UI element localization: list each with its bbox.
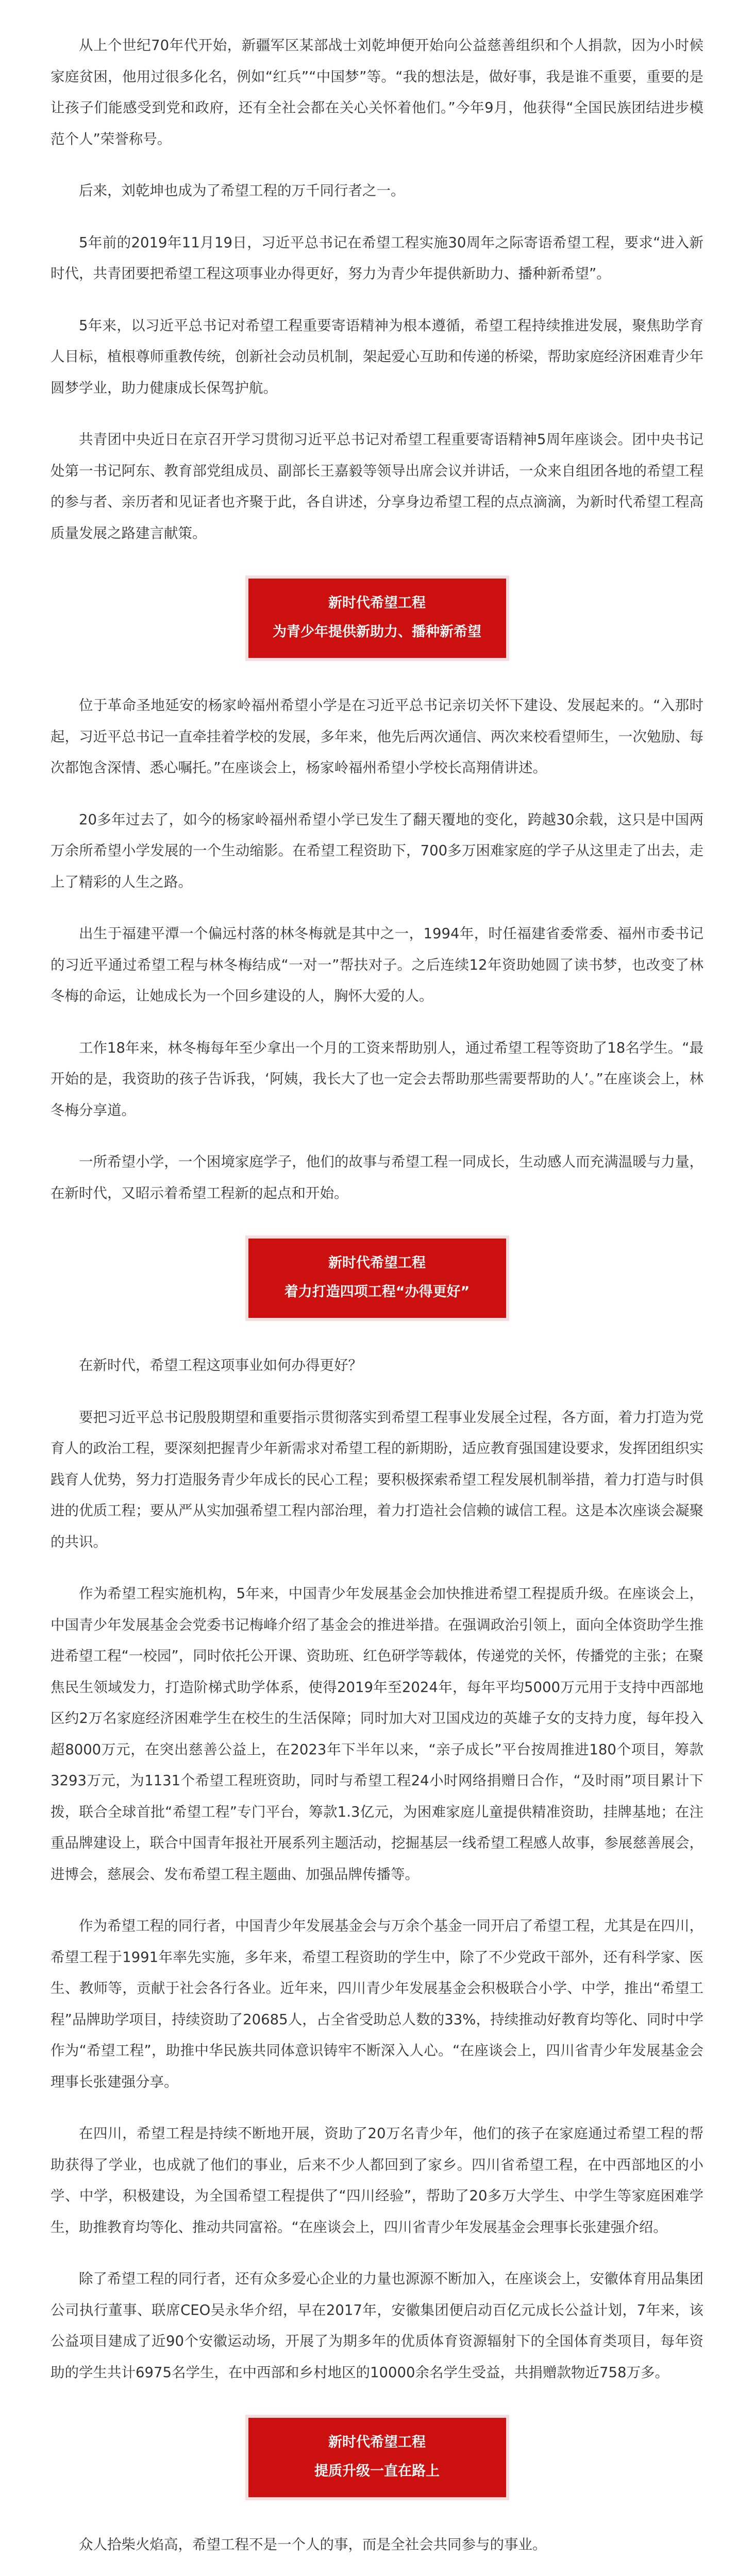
paragraph: 作为希望工程的同行者，中国青少年发展基金会与万余个基金一同开启了希望工程，尤其是在四川，希望工程于1991年率先实施，多年来，希望工程资助的学生中，除了不少党政干部外，还有科学家、医生、教师等，贡献于社会各行各业。近年来，四川青少年发展基金会积极联合小学、中学，推出“希望工程”品牌助学项目，持续资助了20685人，占全省受助总人数的33%，持续推动好教育均等化、同时中学作为“希望工程”，助推中华民族共同体意识铸牢不断深入人心。“在座谈会上，四川省青少年发展基金会理事长张建强分享。 (51, 1918, 703, 2090)
paragraph: 在新时代，希望工程这项事业如何办得更好？ (79, 1357, 362, 1374)
paragraph: 5年前的2019年11月19日，习近平总书记在希望工程实施30周年之际寄语希望工程，要求“进入新时代，共青团要把希望工程这项事业办得更好，努力为青少年提供新助力、播种新希望”。 (51, 234, 703, 282)
paragraph: 位于革命圣地延安的杨家岭福州希望小学是在习近平总书记亲切关怀下建设、发展起来的。“入那时起，习近平总书记一直牵挂着学校的发展，多年来，他先后两次通信、两次来校看望师生，一次勉励、每次都饱含深情、悉心嘱托。”在座谈会上，杨家岭福州希望小学校长高翔倩讲述。 (51, 697, 703, 776)
section-heading-line: 新时代希望工程 (328, 595, 426, 611)
paragraph: 要把习近平总书记殷殷期望和重要指示贯彻落实到希望工程事业发展全过程，各方面，着力打造为党育人的政治工程，要深刻把握青少年新需求对希望工程的新期盼，适应教育强国建设要求，发挥团组织实践育人优势，努力打造服务青少年成长的民心工程；要积极探索希望工程发展机制举措，着力打造与时俱进的优质工程；要从严从实加强希望工程内部治理，着力打造社会信赖的诚信工程。这是本次座谈会凝聚的共识。 (51, 1409, 703, 1550)
section-heading (248, 579, 506, 658)
paragraph: 作为希望工程实施机构，5年来，中国青少年发展基金会加快推进希望工程提质升级。在座谈会上，中国青少年发展基金会党委书记梅峰介绍了基金会的推进举措。在强调政治引领上，面向全体资助学生推进希望工程“一校园”，同时依托公开课、资助班、红色研学等载体，传递党的关怀，传播党的主张；在聚焦民生领域发力，打造阶梯式助学体系，使得2019年至2024年，每年平均5000万元用于支持中西部地区约2万名家庭经济困难学生在校生的生活保障；同时加大对卫国戍边的英雄子女的支持力度，每年投入超8000万元，在突出慈善公益上，在2023年下半年以来，“亲子成长”平台按周推进180个项目，筹款3293万元，为1131个希望工程班资助，同时与希望工程24小时网络捐赠日合作，“及时雨”项目累计下拨，联合全球首批“希望工程”专门平台，筹款1.3亿元，为困难家庭儿童提供精准资助，挂牌基地；在注重品牌建设上，联合中国青年报社开展系列主题活动，挖掘基层一线希望工程感人故事，参展慈善展会，进博会，慈展会、发布希望工程主题曲、加强品牌传播等。 (51, 1585, 703, 1883)
paragraph: 除了希望工程的同行者，还有众多爱心企业的力量也源源不断加入，在座谈会上，安徽体育用品集团公司执行董事、联席CEO吴永华介绍，早在2017年，安徽集团便启动百亿元成长公益计划，7年来，该公益项目建成了近90个安徽运动场，开展了为期多年的优质体育资源辐射下的全国体育类项目，每年资助的学生共计6975名学生，在中西部和乡村地区的10000余名学生受益，共捐赠款物近758万多。 (51, 2270, 703, 2381)
section-heading (248, 2418, 506, 2497)
section-heading-line: 提质升级一直在路上 (314, 2463, 440, 2479)
section-heading-line: 着力打造四项工程“办得更好” (284, 1284, 470, 1300)
paragraph: 后来，刘乾坤也成为了希望工程的万千同行者之一。 (79, 182, 405, 199)
section-heading-line: 新时代希望工程 (328, 2434, 426, 2450)
paragraph: 出生于福建平潭一个偏远村落的林冬梅就是其中之一，1994年，时任福建省委常委、福州市委书记的习近平通过希望工程与林冬梅结成“一对一”帮扶对子。之后连续12年资助她圆了读书梦，也改变了林冬梅的命运，让她成长为一个回乡建设的人，胸怀大爱的人。 (51, 925, 703, 1004)
section-heading-line: 为青少年提供新助力、播种新希望 (273, 624, 481, 640)
paragraph: 工作18年来，林冬梅每年至少拿出一个月的工资来帮助别人，通过希望工程等资助了18名学生。“最开始的是，我资助的孩子告诉我，‘阿姨，我长大了也一定会去帮助那些需要帮助的人’。”在座谈会上，林冬梅分享道。 (51, 1039, 703, 1118)
paragraph: 一所希望小学，一个困境家庭学子，他们的故事与希望工程一同成长，生动感人而充满温暖与力量，在新时代，又昭示着希望工程新的起点和开始。 (51, 1154, 703, 1201)
paragraph: 20多年过去了，如今的杨家岭福州希望小学已发生了翻天覆地的变化，跨越30余载，这只是中国两万余所希望小学发展的一个生动缩影。在希望工程资助下，700多万困难家庭的学子从这里走了出去，走上了精彩的人生之路。 (51, 811, 703, 890)
paragraph: 从上个世纪70年代开始，新疆军区某部战士刘乾坤便开始向公益慈善组织和个人捐款，因为小时候家庭贫困，他用过很多化名，例如“红兵”“中国梦”等。“我的想法是，做好事，我是谁不重要，重要的是让孩子们能感受到党和政府，还有全社会都在关心关怀着他们。”今年9月，他获得“全国民族团结进步模范个人”荣誉称号。 (51, 37, 703, 147)
section-heading (248, 1239, 506, 1318)
section-heading-line: 新时代希望工程 (328, 1255, 426, 1271)
paragraph: 5年来，以习近平总书记对希望工程重要寄语精神为根本遵循，希望工程持续推进发展，聚焦助学育人目标，植根尊师重教传统，创新社会动员机制，架起爱心互助和传递的桥梁，帮助家庭经济困难青少年圆梦学业，助力健康成长保驾护航。 (51, 317, 703, 396)
paragraph: 共青团中央近日在京召开学习贯彻习近平总书记对希望工程重要寄语精神5周年座谈会。团中央书记处第一书记阿东、教育部党组成员、副部长王嘉毅等领导出席会议并讲话，一众来自组团各地的希望工程的参与者、亲历者和见证者也齐聚于此，各自讲述，分享身边希望工程的点点滴滴，为新时代希望工程高质量发展之路建言献策。 (51, 431, 703, 541)
paragraph: 众人拾柴火焰高，希望工程不是一个人的事，而是全社会共同参与的事业。 (79, 2536, 547, 2553)
paragraph: 在四川，希望工程是持续不断地开展，资助了20万名青少年，他们的孩子在家庭通过希望工程的帮助获得了学业，也成就了他们的事业，后来不少人都回到了家乡。四川省希望工程，在中西部地区的小学、中学，积极建设，为全国希望工程提供了“四川经验”，帮助了20多万大学生、中学生等家庭困难学生，助推教育均等化、推动共同富裕。“在座谈会上，四川省青少年发展基金会理事长张建强介绍。 (51, 2125, 703, 2235)
